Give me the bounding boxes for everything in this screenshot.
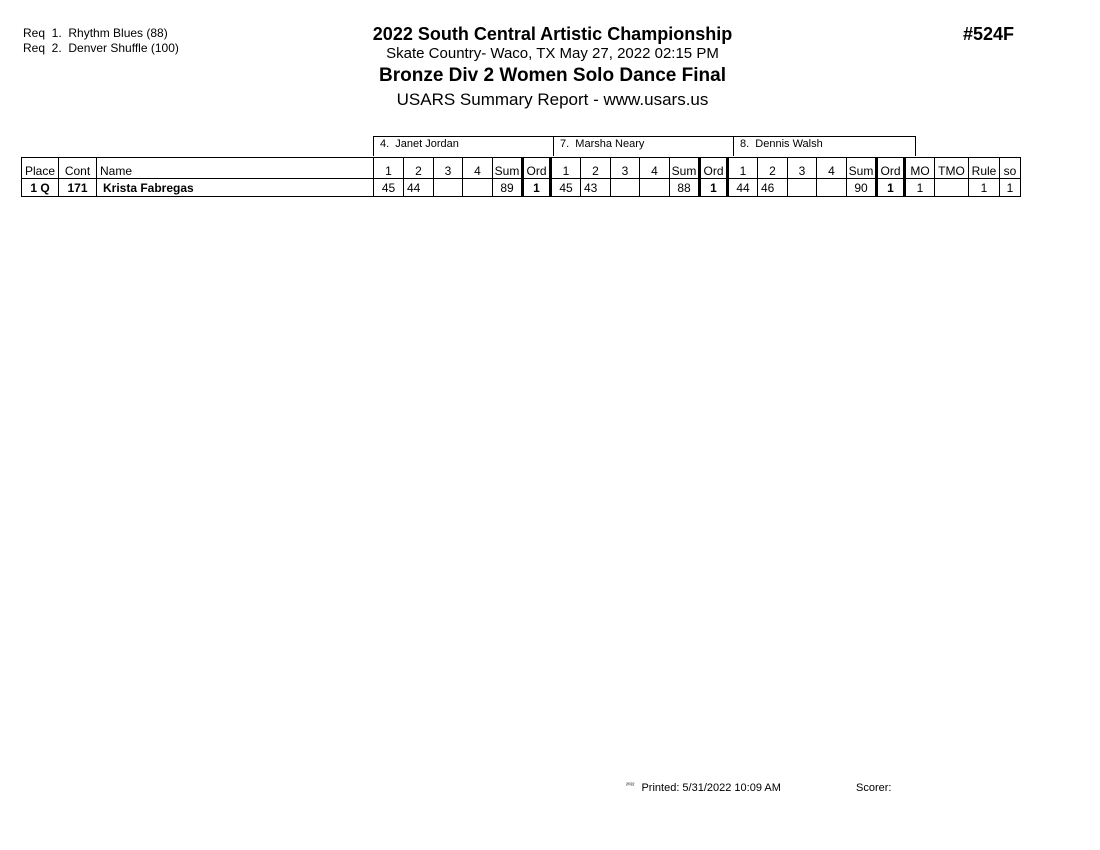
tmo-cell — [935, 179, 969, 197]
j1-sum: 89 — [493, 179, 523, 197]
j3-score-1: 44 — [728, 179, 758, 197]
col-j1-1: 1 — [374, 158, 404, 179]
j2-score-2: 43 — [581, 179, 611, 197]
col-j1-3: 3 — [434, 158, 463, 179]
col-j2-4: 4 — [640, 158, 670, 179]
j1-score-4 — [463, 179, 493, 197]
j2-sum: 88 — [670, 179, 700, 197]
col-tmo: TMO — [935, 158, 969, 179]
place-cell: 1 Q — [22, 179, 59, 197]
col-cont: Cont — [59, 158, 97, 179]
j3-score-2: 46 — [758, 179, 788, 197]
col-j3-2: 2 — [758, 158, 788, 179]
event-number: #524F — [963, 24, 1015, 44]
cont-cell: 171 — [59, 179, 97, 197]
j3-score-3 — [788, 179, 817, 197]
summary-table — [21, 157, 1021, 197]
col-j1-2: 2 — [404, 158, 434, 179]
j2-score-3 — [611, 179, 640, 197]
j1-score-2: 44 — [404, 179, 434, 197]
col-place: Place — [22, 158, 59, 179]
location-date: Skate Country- Waco, TX May 27, 2022 02:15 PM — [386, 45, 719, 62]
requirement-2: Req 2. Denver Shuffle (100) — [23, 41, 179, 55]
event-name: Bronze Div 2 Women Solo Dance Final — [379, 65, 726, 86]
col-name: Name — [97, 158, 374, 179]
mo-cell: 1 — [905, 179, 935, 197]
printed-text: Printed: 5/31/2022 10:09 AM — [641, 782, 781, 794]
judge-header-1: 4. Janet Jordan — [373, 136, 554, 156]
col-j2-2: 2 — [581, 158, 611, 179]
so-cell: 1 — [1000, 179, 1021, 197]
rule-cell: 1 — [969, 179, 1000, 197]
col-j1-ord: Ord — [523, 158, 551, 179]
col-j3-sum: Sum — [847, 158, 877, 179]
table-header-row — [22, 158, 1021, 179]
j2-score-1: 45 — [551, 179, 581, 197]
col-so: so — [1000, 158, 1021, 179]
col-rule: Rule — [969, 158, 1000, 179]
scorer-label: Scorer: — [856, 782, 892, 794]
j1-score-1: 45 — [374, 179, 404, 197]
col-j3-ord: Ord — [877, 158, 905, 179]
j3-score-4 — [817, 179, 847, 197]
j3-ord: 1 — [877, 179, 905, 197]
col-j3-3: 3 — [788, 158, 817, 179]
requirement-1: Req 1. Rhythm Blues (88) — [23, 26, 168, 40]
judge-header-3: 8. Dennis Walsh — [733, 136, 916, 156]
report-title: USARS Summary Report - www.usars.us — [396, 90, 709, 109]
col-j1-sum: Sum — [493, 158, 523, 179]
championship-title: 2022 South Central Artistic Championship — [372, 24, 733, 44]
j2-ord: 1 — [700, 179, 728, 197]
j1-score-3 — [434, 179, 463, 197]
version-mark: ²⁰²² — [626, 783, 635, 789]
col-j2-3: 3 — [611, 158, 640, 179]
col-j2-1: 1 — [551, 158, 581, 179]
col-mo: MO — [905, 158, 935, 179]
col-j1-4: 4 — [463, 158, 493, 179]
j1-ord: 1 — [523, 179, 551, 197]
table-row — [22, 179, 1021, 197]
col-j3-1: 1 — [728, 158, 758, 179]
j2-score-4 — [640, 179, 670, 197]
skater-name-cell: Krista Fabregas — [97, 179, 374, 197]
printed-stamp — [626, 782, 781, 794]
col-j3-4: 4 — [817, 158, 847, 179]
col-j2-sum: Sum — [670, 158, 700, 179]
col-j2-ord: Ord — [700, 158, 728, 179]
j3-sum: 90 — [847, 179, 877, 197]
judge-header-2: 7. Marsha Neary — [553, 136, 734, 156]
